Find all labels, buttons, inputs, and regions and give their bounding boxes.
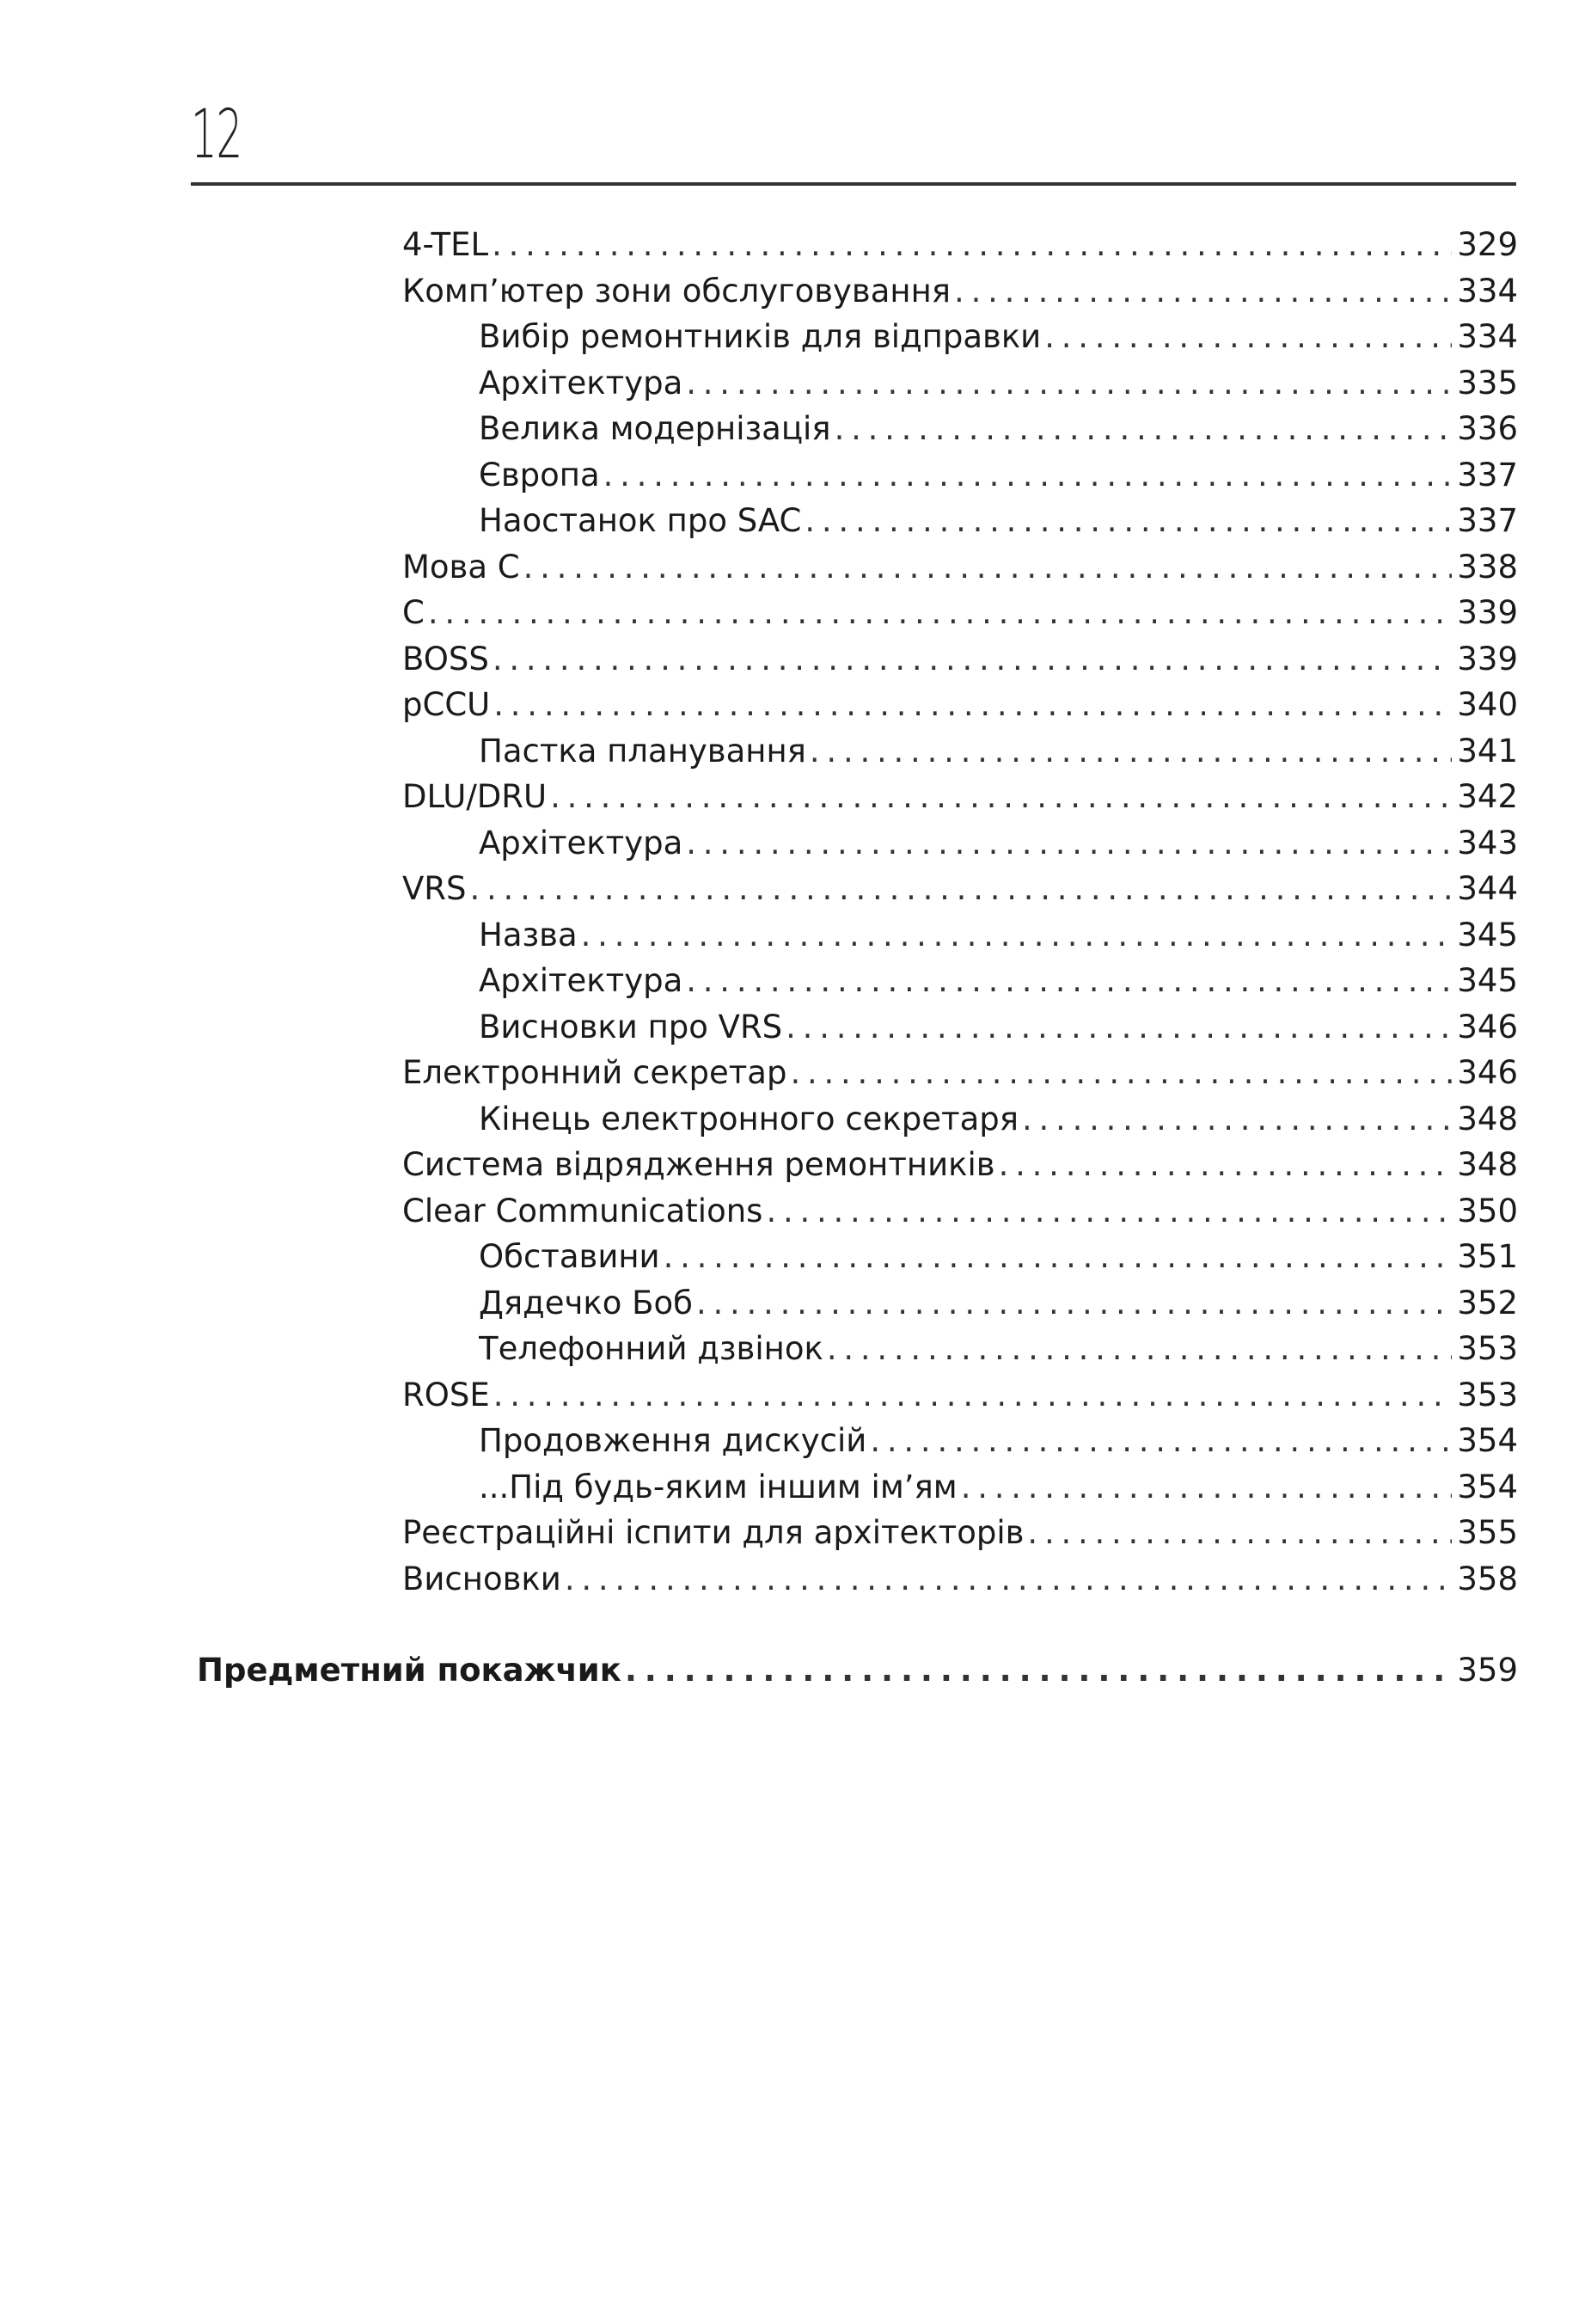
toc-leader-dots bbox=[550, 774, 1452, 820]
toc-entry-title: Пастка планування bbox=[479, 732, 806, 770]
toc-entry-page: 346 bbox=[1457, 1008, 1518, 1045]
toc-entry-title: DLU/DRU bbox=[402, 778, 548, 815]
toc-entry-title: Кінець електронного секретаря bbox=[479, 1100, 1019, 1137]
toc-entry-title: Продовження дискусій bbox=[479, 1422, 867, 1459]
toc-entry-page: 354 bbox=[1457, 1422, 1518, 1459]
toc-entry-title: pCCU bbox=[402, 686, 491, 723]
toc-entry bbox=[402, 544, 1518, 591]
toc-leader-dots bbox=[1044, 314, 1452, 360]
toc-entry-page: 343 bbox=[1457, 824, 1518, 862]
toc-entry-page: 329 bbox=[1457, 226, 1518, 263]
toc-entry-page: 348 bbox=[1457, 1146, 1518, 1183]
toc-entry-title: Європа bbox=[479, 456, 600, 494]
toc-leader-dots bbox=[686, 958, 1452, 1004]
toc-entry-title: Clear Communications bbox=[402, 1192, 763, 1229]
toc-entry-title: Обставини bbox=[479, 1238, 660, 1275]
toc-entry bbox=[402, 1372, 1518, 1419]
toc-entry-title: Архітектура bbox=[479, 962, 683, 999]
toc-entry bbox=[479, 728, 1518, 775]
toc-entry-title: VRS bbox=[402, 870, 467, 907]
toc-entry bbox=[479, 1326, 1518, 1372]
toc-entry-title: Телефонний дзвінок bbox=[479, 1330, 823, 1367]
toc-leader-dots bbox=[810, 728, 1452, 775]
toc-entry-title: Наостанок про SAC bbox=[479, 502, 802, 539]
toc-index-title: Предметний покажчик bbox=[197, 1652, 621, 1689]
toc-leader-dots bbox=[565, 1556, 1453, 1603]
toc-leader-dots bbox=[493, 682, 1452, 728]
toc-entry-page: 348 bbox=[1457, 1100, 1518, 1137]
toc-entry-title: 4-TEL bbox=[402, 226, 489, 263]
toc-entry-page: 346 bbox=[1457, 1054, 1518, 1091]
toc-entry bbox=[479, 1280, 1518, 1327]
toc-entry-page: 345 bbox=[1457, 962, 1518, 999]
toc-entry-title: Комп’ютер зони обслуговування bbox=[402, 272, 952, 310]
toc-entry-title: ...Під будь-яким іншим ім’ям bbox=[479, 1468, 958, 1505]
toc-entry bbox=[402, 1188, 1518, 1235]
toc-entry bbox=[479, 1418, 1518, 1464]
toc-entry-page: 339 bbox=[1457, 594, 1518, 631]
toc-entry-title: Дядечко Боб bbox=[479, 1284, 693, 1321]
toc-leader-dots bbox=[492, 222, 1452, 268]
toc-entry-title: BOSS bbox=[402, 640, 489, 678]
toc-entry-title: Висновки про VRS bbox=[479, 1008, 783, 1045]
toc-entry-page: 350 bbox=[1457, 1192, 1518, 1229]
toc-leader-dots bbox=[870, 1418, 1452, 1464]
toc-entry-title: Мова С bbox=[402, 548, 520, 586]
toc-entry bbox=[402, 1050, 1518, 1096]
toc-leader-dots bbox=[766, 1188, 1452, 1235]
toc-entry-page: 354 bbox=[1457, 1468, 1518, 1505]
toc-leader-dots bbox=[625, 1647, 1453, 1694]
toc-entry-title: Назва bbox=[479, 916, 578, 954]
toc-entry-page: 344 bbox=[1457, 870, 1518, 907]
toc-entry bbox=[402, 866, 1518, 912]
toc-entry bbox=[479, 820, 1518, 867]
toc-entry-page: 342 bbox=[1457, 778, 1518, 815]
toc-leader-dots bbox=[493, 1372, 1453, 1419]
toc-entry-title: Висновки bbox=[402, 1560, 561, 1597]
toc-entry bbox=[402, 636, 1518, 683]
toc-leader-dots bbox=[835, 406, 1453, 452]
toc-entry-page: 340 bbox=[1457, 686, 1518, 723]
toc-entry-page: 358 bbox=[1457, 1560, 1518, 1597]
toc-entry-page: 337 bbox=[1457, 456, 1518, 494]
toc-entry-title: Система відрядження ремонтників bbox=[402, 1146, 995, 1183]
toc-entry-title: Вибір ремонтників для відправки bbox=[479, 318, 1042, 355]
toc-leader-dots bbox=[493, 636, 1453, 683]
toc-entry-title: Електронний секретар bbox=[402, 1054, 787, 1091]
toc-entry-title: С bbox=[402, 594, 425, 631]
toc-entry-page: 337 bbox=[1457, 502, 1518, 539]
toc-entry bbox=[402, 590, 1518, 636]
toc-entry-page: 345 bbox=[1457, 916, 1518, 954]
toc-entry-title: Реєстраційні іспити для архітекторів bbox=[402, 1514, 1025, 1551]
toc-entry-title: ROSE bbox=[402, 1376, 490, 1413]
toc-entry bbox=[479, 406, 1518, 452]
toc-entry bbox=[479, 314, 1518, 360]
toc-leader-dots bbox=[686, 820, 1452, 867]
toc-entry bbox=[402, 682, 1518, 728]
toc-leader-dots bbox=[686, 360, 1452, 407]
toc-leader-dots bbox=[470, 866, 1453, 912]
toc-entry bbox=[479, 1234, 1518, 1280]
toc-entry-page: 341 bbox=[1457, 732, 1518, 770]
toc-entry-title: Архітектура bbox=[479, 364, 683, 402]
toc-entry bbox=[479, 912, 1518, 959]
toc-entry bbox=[479, 452, 1518, 499]
toc-leader-dots bbox=[523, 544, 1453, 591]
toc-leader-dots bbox=[827, 1326, 1453, 1372]
toc-entry bbox=[479, 1096, 1518, 1143]
toc-entry-page: 334 bbox=[1457, 272, 1518, 310]
toc-entry-title: Велика модернізація bbox=[479, 410, 831, 447]
toc-entry-title: Архітектура bbox=[479, 824, 683, 862]
toc-leader-dots bbox=[999, 1142, 1453, 1188]
toc-entry bbox=[479, 1464, 1518, 1511]
toc-index-page: 359 bbox=[1457, 1652, 1518, 1689]
toc-leader-dots bbox=[790, 1050, 1452, 1096]
toc-entry-page: 335 bbox=[1457, 364, 1518, 402]
toc-entry bbox=[402, 774, 1518, 820]
toc-leader-dots bbox=[961, 1464, 1453, 1511]
toc-entry-page: 334 bbox=[1457, 318, 1518, 355]
toc-entry-page: 351 bbox=[1457, 1238, 1518, 1275]
toc-leader-dots bbox=[1027, 1510, 1452, 1556]
page-number: 12 bbox=[191, 96, 242, 174]
toc-leader-dots bbox=[786, 1004, 1452, 1051]
toc-leader-dots bbox=[581, 912, 1453, 959]
toc-leader-dots bbox=[1022, 1096, 1452, 1143]
toc-entry bbox=[402, 1142, 1518, 1188]
toc-leader-dots bbox=[428, 590, 1453, 636]
toc-entry bbox=[479, 498, 1518, 544]
toc-leader-dots bbox=[664, 1234, 1453, 1280]
toc-entry-page: 353 bbox=[1457, 1330, 1518, 1367]
toc-entry bbox=[402, 1556, 1518, 1603]
toc-entry-page: 355 bbox=[1457, 1514, 1518, 1551]
toc-leader-dots bbox=[603, 452, 1453, 499]
toc-entry-page: 353 bbox=[1457, 1376, 1518, 1413]
toc-entry bbox=[402, 268, 1518, 315]
toc-entry bbox=[479, 360, 1518, 407]
toc-entry-page: 338 bbox=[1457, 548, 1518, 586]
toc-index-entry bbox=[197, 1647, 1518, 1694]
toc-leader-dots bbox=[696, 1280, 1452, 1327]
toc-leader-dots bbox=[954, 268, 1452, 315]
toc-entry-page: 336 bbox=[1457, 410, 1518, 447]
toc-leader-dots bbox=[805, 498, 1452, 544]
toc-entry bbox=[402, 222, 1518, 268]
toc-entry-page: 339 bbox=[1457, 640, 1518, 678]
toc-entry-page: 352 bbox=[1457, 1284, 1518, 1321]
toc-entry bbox=[479, 1004, 1518, 1051]
header-rule bbox=[191, 182, 1516, 186]
toc-entry bbox=[479, 958, 1518, 1004]
toc-entry bbox=[402, 1510, 1518, 1556]
